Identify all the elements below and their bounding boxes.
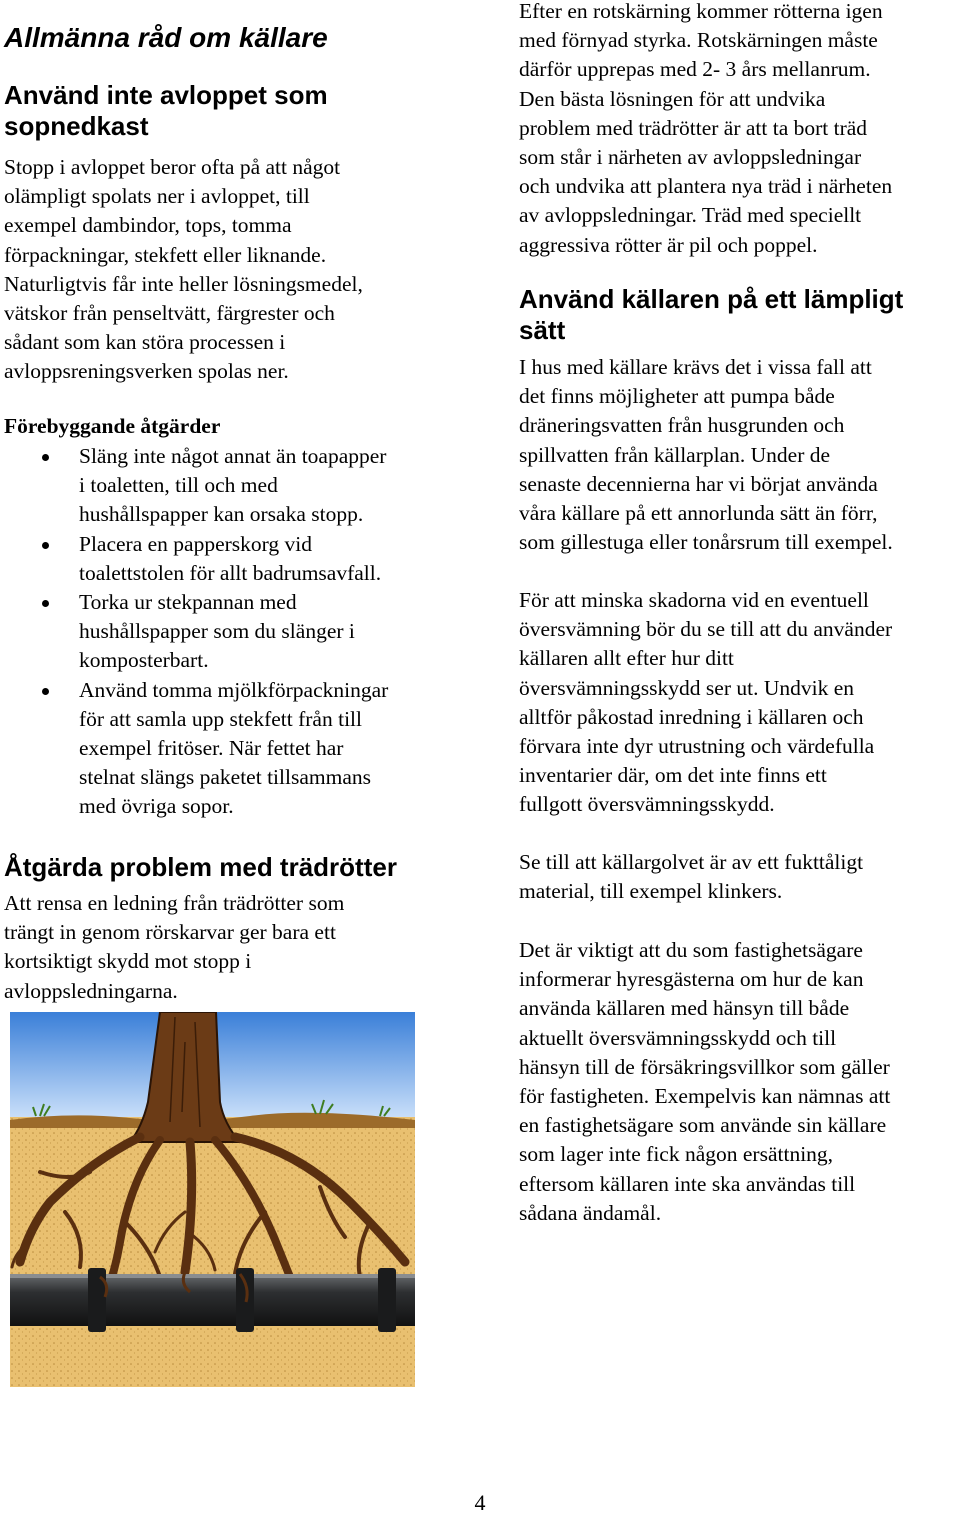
paragraph-basement-3 [519, 848, 960, 906]
text-line: det finns möjligheter att pumpa både [519, 384, 835, 409]
text-line: avloppsledningarna. [4, 978, 178, 1003]
text-line: som gillestuga eller tonårsrum till exempel. [519, 530, 893, 555]
text-line: alltför påkostad inredning i källaren och [519, 704, 864, 729]
text-line: Att rensa en ledning från trädrötter som [4, 891, 345, 915]
bullet-icon [42, 454, 49, 461]
text-line: en fastighetsägare som använde sin källare [519, 1113, 887, 1138]
text-line: aggressiva rötter är pil och poppel. [519, 232, 818, 257]
sewer-pipe [10, 1274, 415, 1326]
text-line: sådana ändamål. [519, 1200, 662, 1225]
text-line: Det är viktigt att du som fastighetsägare [519, 938, 863, 962]
paragraph-basement-1 [519, 353, 960, 557]
heading-line: sätt [519, 315, 566, 345]
text-line: med förnyad styrka. Rotskärningen måste [519, 28, 878, 53]
list-item [4, 442, 474, 530]
text-line: källaren allt efter hur ditt [519, 646, 734, 671]
text-line: Se till att källargolvet är av ett fukttåligt [519, 850, 864, 874]
text-line: trängt in genom rörskarvar ger bara ett [4, 920, 336, 945]
text-line: Stopp i avloppet beror ofta på att något [4, 155, 341, 179]
tree-roots-pipe-illustration [10, 1012, 415, 1387]
text-line: översvämningsskydd ser ut. Undvik en [519, 675, 855, 700]
text-line: vätskor från penseltvätt, färgrester och [4, 301, 335, 326]
text-line: kortsiktigt skydd mot stopp i [4, 949, 252, 974]
paragraph-basement-2 [519, 586, 960, 820]
section-heading-basement-use [519, 284, 960, 346]
text-line: Naturligtvis får inte heller lösningsmedel, [4, 271, 363, 296]
text-line: för att samla upp stekfett från till [79, 706, 362, 731]
page-title: Allmänna råd om källare [4, 22, 328, 53]
text-line: toalettstolen för allt badrumsavfall. [79, 560, 382, 585]
text-line: I hus med källare krävs det i vissa fall att [519, 355, 872, 379]
text-line: avloppsreningsverken spolas ner. [4, 359, 289, 384]
text-line: i toaletten, till och med [79, 473, 278, 498]
text-line: som står i närheten av avloppsledningar [519, 145, 862, 170]
text-line: dräneringsvatten från husgrunden och [519, 413, 845, 438]
bullet-icon [42, 600, 49, 607]
text-line: informerar hyresgästerna om hur de kan [519, 967, 864, 992]
section-tree-roots [4, 852, 474, 1006]
preventive-list [4, 442, 474, 822]
text-line: Efter en rotskärning kommer rötterna igen [519, 0, 883, 23]
text-line: Släng inte något annat än toapapper [79, 444, 387, 468]
text-line: av avloppsledningar. Träd med speciellt [519, 203, 862, 228]
heading-line: Använd källaren på ett lämpligt [519, 284, 904, 314]
bullet-icon [42, 542, 49, 549]
subheading-preventive: Förebyggande åtgärder [4, 414, 221, 438]
text-line: förpackningar, stekfett eller liknande. [4, 242, 327, 267]
text-line: hänsyn till de försäkringsvillkor som gäller [519, 1054, 890, 1079]
text-line: exempel dambindor, tops, tomma [4, 213, 292, 238]
list-item [4, 588, 474, 676]
text-line: Använd tomma mjölkförpackningar [79, 677, 389, 702]
text-line: för fastigheten. Exempelvis kan nämnas att [519, 1084, 891, 1109]
text-line: För att minska skadorna vid en eventuell [519, 588, 869, 612]
bullet-icon [42, 688, 49, 695]
text-line: fullgott översvämningsskydd. [519, 792, 775, 817]
text-line: hushållspapper som du slänger i [79, 619, 355, 644]
text-line: senaste decennierna har vi börjat använda [519, 471, 878, 496]
section-heading-sewer: Använd inte avloppet som sopnedkast [4, 80, 328, 141]
text-line: förvara inte dyr utrustning och värdefulla [519, 734, 875, 759]
text-line: Den bästa lösningen för att undvika [519, 86, 826, 111]
text-line: som lager inte fick någon ersättning, [519, 1142, 834, 1167]
paragraph-sewer [4, 153, 474, 387]
paragraph-basement-4 [519, 936, 960, 1228]
text-line: översvämning bör du se till att du använder [519, 617, 893, 642]
soil [10, 1117, 415, 1387]
text-line: använda källaren med hänsyn till både [519, 996, 850, 1021]
text-line: sådant som kan störa processen i [4, 330, 286, 355]
paragraph-tree-roots [4, 889, 474, 1006]
text-line: Placera en papperskorg vid [79, 531, 313, 556]
text-line: inventarier där, om det inte finns ett [519, 763, 827, 788]
page-number: 4 [474, 1490, 486, 1515]
text-line: olämpligt spolats ner i avloppet, till [4, 184, 310, 209]
text-line: spillvatten från källarplan. Under de [519, 442, 831, 467]
text-line: eftersom källaren inte ska användas till [519, 1171, 856, 1196]
text-line: hushållspapper kan orsaka stopp. [79, 502, 364, 527]
paragraph-tree-roots-continued [519, 0, 960, 260]
text-line: därför upprepas med 2- 3 års mellanrum. [519, 57, 871, 82]
list-item [4, 530, 474, 588]
section-preventive [4, 412, 474, 822]
text-line: med övriga sopor. [79, 794, 234, 819]
section-sewer [4, 80, 474, 387]
text-line: Torka ur stekpannan med [79, 590, 297, 615]
text-line: material, till exempel klinkers. [519, 879, 783, 904]
text-line: problem med trädrötter är att ta bort träd [519, 115, 868, 140]
text-line: exempel fritöser. När fettet har [79, 736, 344, 761]
list-item [4, 676, 474, 822]
section-heading-tree-roots: Åtgärda problem med trädrötter [4, 852, 397, 882]
section-basement-use [519, 284, 960, 346]
text-line: våra källare på ett annorlunda sätt än förr, [519, 501, 878, 526]
text-line: komposterbart. [79, 648, 209, 673]
text-line: och undvika att plantera nya träd i närheten [519, 174, 893, 199]
text-line: stelnat slängs paketet tillsammans [79, 765, 371, 790]
text-line: aktuellt översvämningsskydd och till [519, 1025, 837, 1050]
